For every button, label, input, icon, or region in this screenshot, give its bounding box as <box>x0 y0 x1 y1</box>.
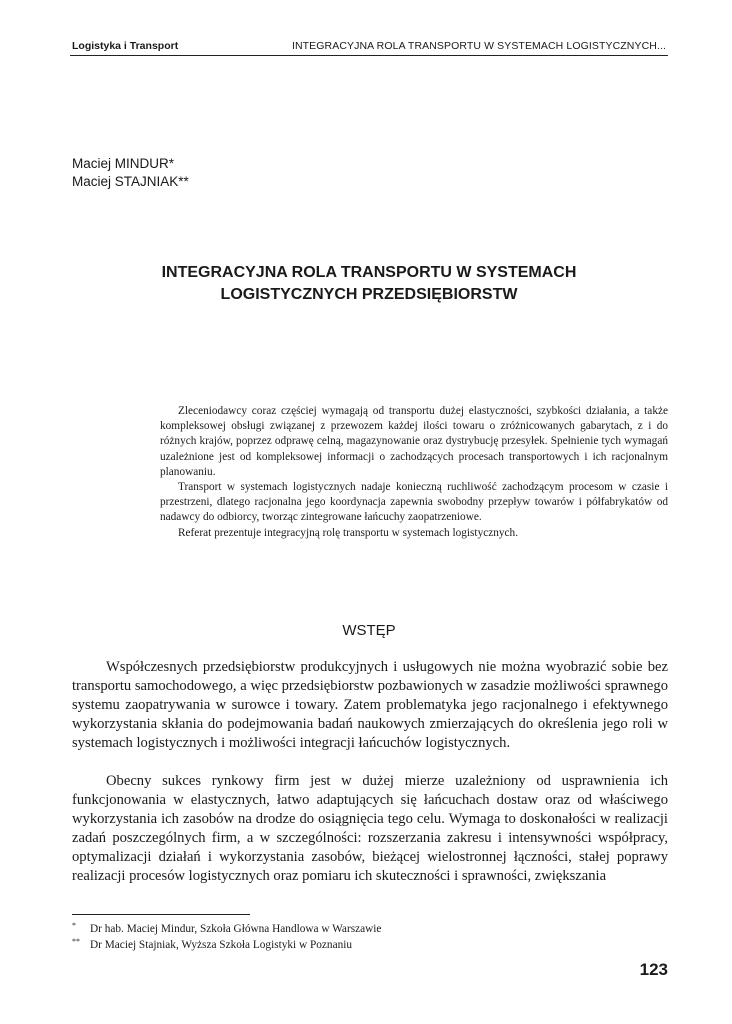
footnote-marker: ** <box>72 937 80 946</box>
section-heading: WSTĘP <box>342 622 396 639</box>
footnote <box>72 937 381 953</box>
author-name: Maciej STAJNIAK** <box>72 174 189 189</box>
body-text <box>72 658 668 886</box>
paper-title-line: INTEGRACYJNA ROLA TRANSPORTU W SYSTEMACH <box>161 264 577 281</box>
header-rule <box>70 55 668 56</box>
author-list <box>72 155 189 191</box>
body-paragraph: Obecny sukces rynkowy firm jest w dużej mierze uzależniony od usprawnienia ich funkcjonowania w elastycznych, łatwo adaptujących się łańcuchach dostaw oraz od właściwego wykorzystania ich zasobów na drodze do osiągnięcia tego celu. Wymaga to doskonałości w realizacji zadań poszczególnych firm, a w szczególności: rozszerzania zakresu i intensywności współpracy, optymalizacji działań i wykorzystania zasobów, bieżącej wielostronnej łączności, stałej poprawy realizacji procesów logistycznych oraz pomiaru ich skuteczności i sprawności, zwiększania <box>72 773 668 884</box>
page-number: 123 <box>639 960 668 979</box>
footnote-rule <box>72 914 250 915</box>
footnote-marker: * <box>72 921 76 930</box>
footnote <box>72 921 381 937</box>
footnote-text: Dr hab. Maciej Mindur, Szkoła Główna Handlowa w Warszawie <box>90 923 382 935</box>
running-title: INTEGRACYJNA ROLA TRANSPORTU W SYSTEMACH LOGISTYCZNYCH... <box>291 40 666 52</box>
body-paragraph: Współczesnych przedsiębiorstw produkcyjnych i usługowych nie można wyobrazić sobie bez transportu samochodowego, a więc przedsiębiorstw pozbawionych w zasadzie możliwości sprawnego systemu zaopatrywania w surowce i towary. Zatem problematyka jego racjonalnego i efektywnego wykorzystania skłania do podejmowania badań naukowych zmierzających do określenia jego roli w systemach logistycznych i możliwości integracji łańcuchów logistycznych. <box>72 659 668 751</box>
abstract-paragraph: Transport w systemach logistycznych nadaje konieczną ruchliwość zachodzącym procesom w czasie i przestrzeni, dlatego racjonalna jego koordynacja zapewnia swobodny przepływ towarów i półfabrykatów od nadawcy do odbiorcy, tworząc zintegrowane łańcuchy zaopatrzeniowe. <box>160 481 668 524</box>
author-name: Maciej MINDUR* <box>72 156 175 171</box>
footnotes <box>72 921 381 953</box>
paper-title <box>70 262 668 306</box>
paper-title-line: LOGISTYCZNYCH PRZEDSIĘBIORSTW <box>220 286 518 303</box>
footnote-text: Dr Maciej Stajniak, Wyższa Szkoła Logistyki w Poznaniu <box>90 939 353 951</box>
journal-name: Logistyka i Transport <box>72 40 179 52</box>
abstract <box>160 404 668 541</box>
abstract-paragraph: Referat prezentuje integracyjną rolę transportu w systemach logistycznych. <box>178 526 519 539</box>
abstract-paragraph: Zleceniodawcy coraz częściej wymagają od transportu dużej elastyczności, szybkości działania, a także kompleksowej obsługi związanej z przewozem każdej ilości towaru o zróżnicowanych gabarytach, z i do różnych krajów, poprzez odprawę celną, magazynowanie oraz dystrybucję przesyłek. Spełnienie tych wymagań uzależnione jest od kompleksowej informacji o zachodzących procesach transportowych i ich racjonalnym planowaniu. <box>160 405 668 478</box>
